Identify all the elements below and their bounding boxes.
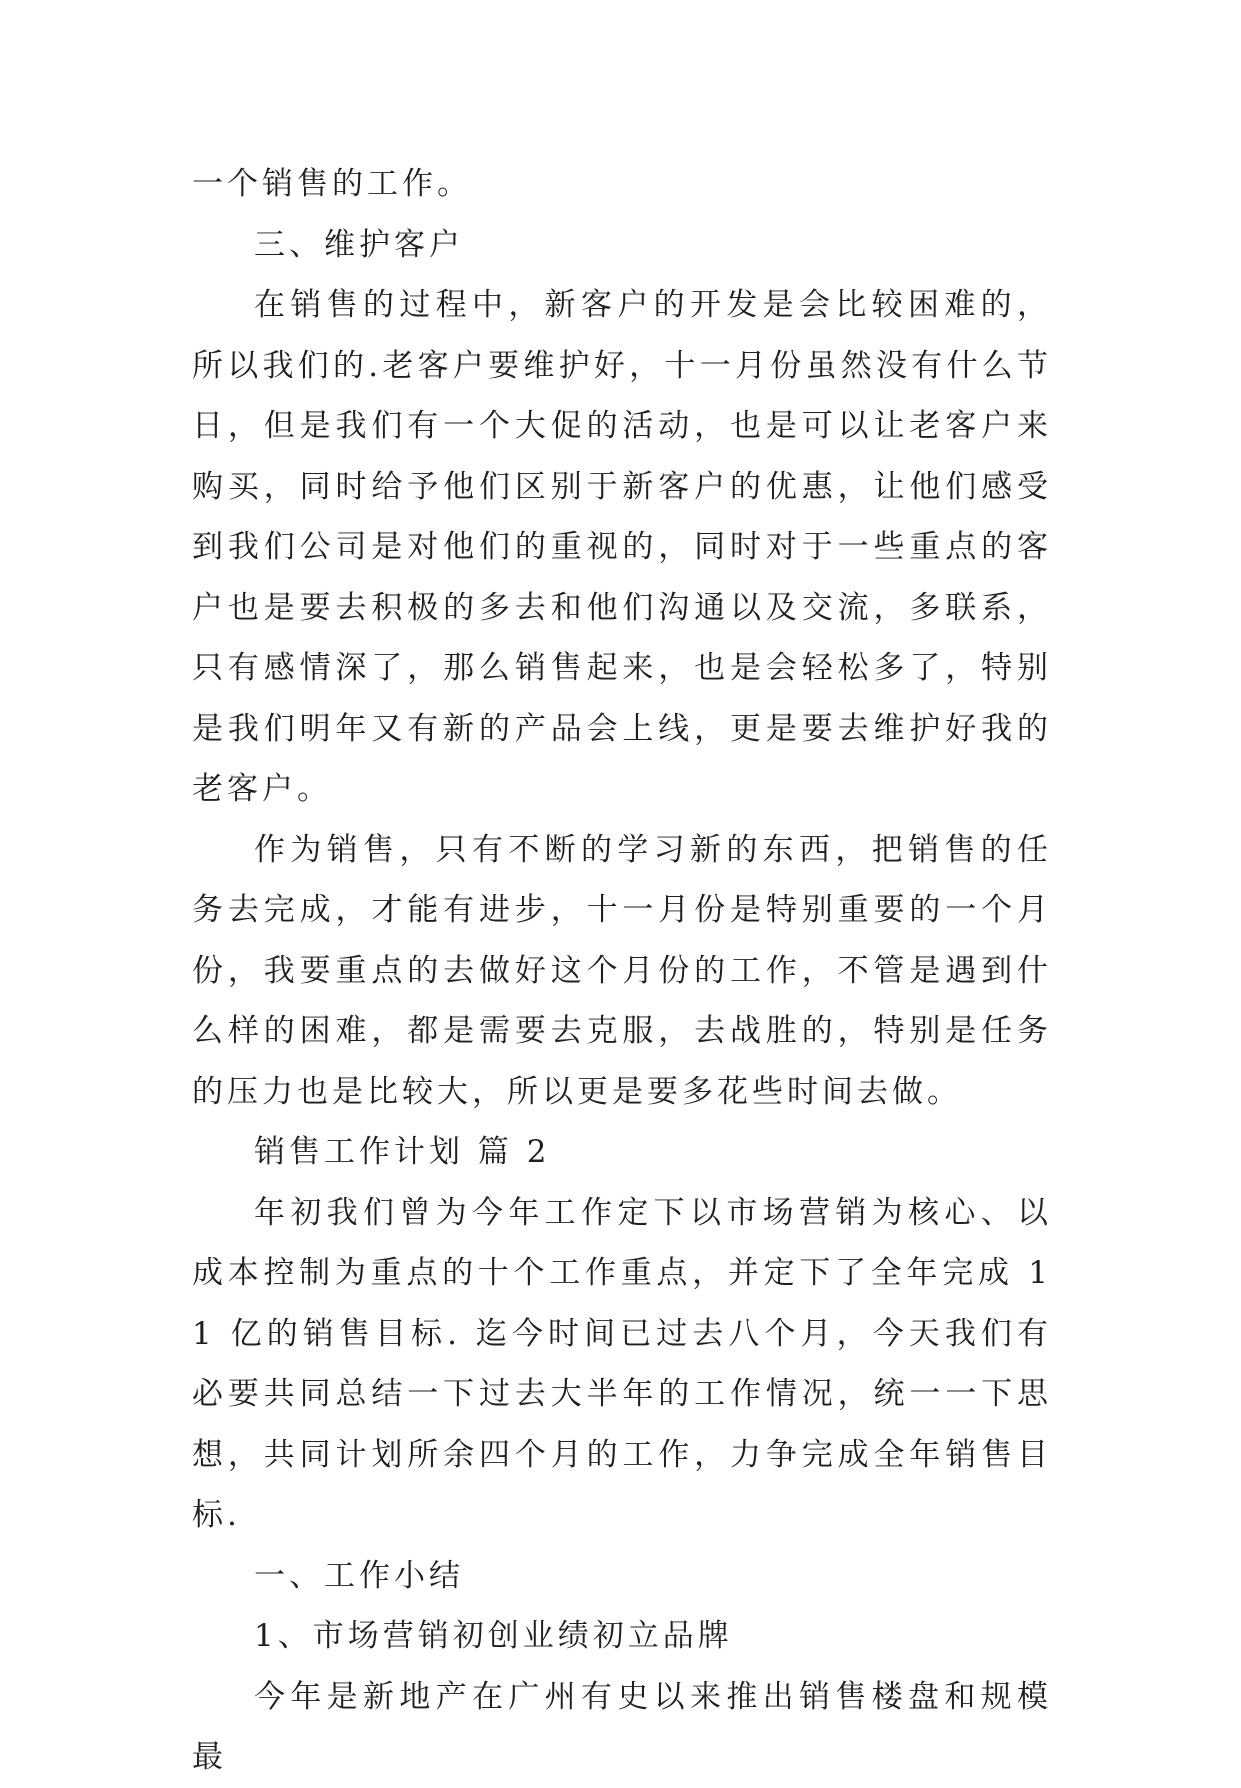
paragraph: 在销售的过程中，新客户的开发是会比较困难的，所以我们的.老客户要维护好，十一月份虽然没有什么节日，但是我们有一个大促的活动，也是可以让老客户来购买，同时给予他们区别于新客户的优惠，让他们感受到我们公司是对他们的重视的，同时对于一些重点的客户也是要去积极的多去和他们沟通以及交流，多联系，只有感情深了，那么销售起来，也是会轻松多了，特别是我们明年又有新的产品会上线，更是要去维护好我的老客户。: [192, 287, 1052, 807]
paragraph: 今年是新地产在广州有史以来推出销售楼盘和规模最: [192, 1678, 1052, 1775]
paragraph: 年初我们曾为今年工作定下以市场营销为核心、以成本控制为重点的十个工作重点，并定下了全年完成 11 亿的销售目标. 迄今时间已过去八个月，今天我们有必要共同总结一下过去大半年的工作情况，统一一下思想，共同计划所余四个月的工作，力争完成全年销售目标.: [192, 1194, 1052, 1533]
subsection-heading-marketing: 1、市场营销初创业绩初立品牌: [254, 1618, 733, 1654]
paragraph: 作为销售，只有不断的学习新的东西，把销售的任务去完成，才能有进步，十一月份是特别重要的一个月份，我要重点的去做好这个月份的工作，不管是遇到什么样的困难，都是需要去克服，去战胜的，特别是任务的压力也是比较大，所以更是要多花些时间去做。: [192, 831, 1052, 1110]
paragraph-continuation: 一个销售的工作。: [192, 166, 472, 202]
section-heading-work-summary: 一、工作小结: [254, 1557, 464, 1594]
article-title-part-2: 销售工作计划 篇 2: [254, 1134, 551, 1170]
document-body: [192, 154, 1052, 1788]
section-heading-maintain-customers: 三、维护客户: [254, 226, 464, 263]
